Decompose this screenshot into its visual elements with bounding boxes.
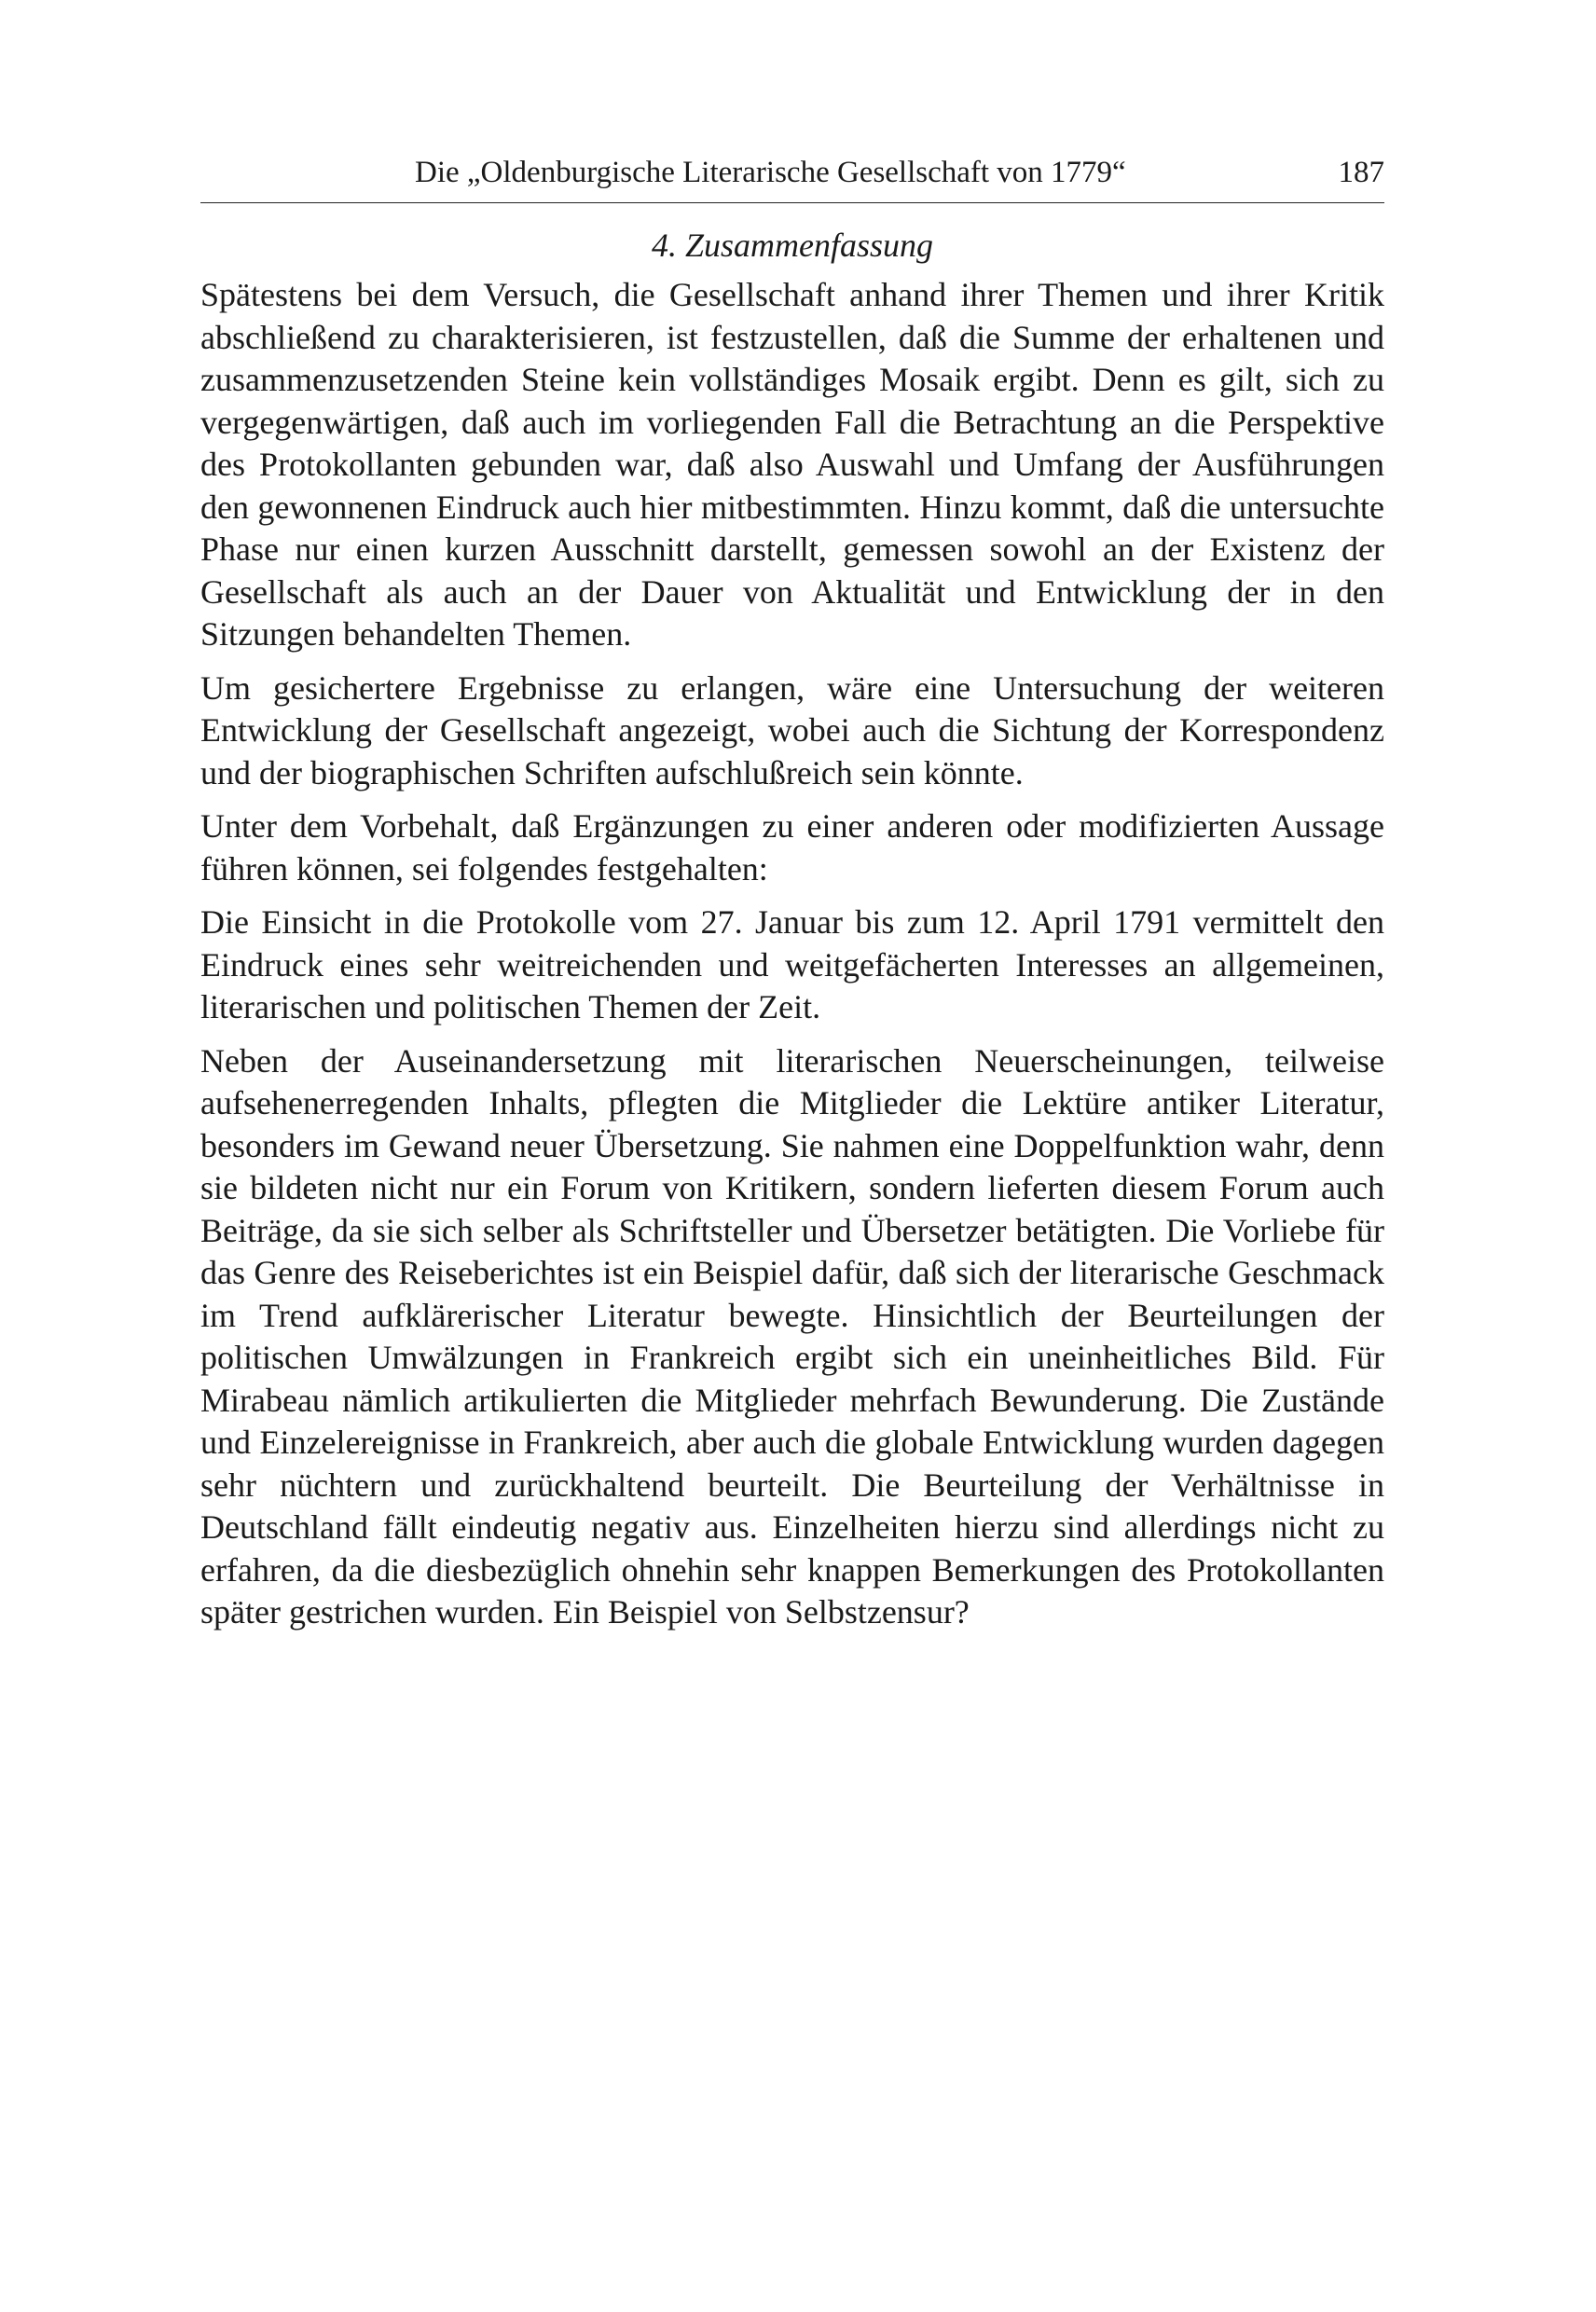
running-title: Die „Oldenburgische Literarische Gesellschaft von 1779“	[415, 156, 1126, 189]
body-paragraph: Spätestens bei dem Versuch, die Gesellschaft anhand ihrer Themen und ihrer Kritik abschließend zu charakterisieren, ist festzustellen, daß die Summe der erhaltenen und zusammenzusetzenden Steine kein vollständiges Mosaik ergibt. Denn es gilt, sich zu vergegenwärtigen, daß auch im vorliegenden Fall die Betrachtung an die Perspektive des Protokollanten gebunden war, daß also Auswahl und Umfang der Ausführungen den gewonnenen Eindruck auch hier mitbestimmten. Hinzu kommt, daß die untersuchte Phase nur einen kurzen Ausschnitt darstellt, gemessen sowohl an der Existenz der Gesellschaft als auch an der Dauer von Aktualität und Entwicklung der in den Sitzungen behandelten Themen.	[200, 276, 1384, 653]
body-paragraph: Neben der Auseinandersetzung mit literarischen Neuerscheinungen, teilweise aufsehenerregenden Inhalts, pflegten die Mitglieder die Lektüre antiker Literatur, besonders im Gewand neuer Übersetzung. Sie nahmen eine Doppelfunktion wahr, denn sie bildeten nicht nur ein Forum von Kritikern, sondern lieferten diesem Forum auch Beiträge, da sie sich selber als Schriftsteller und Übersetzer betätigten. Die Vorliebe für das Genre des Reiseberichtes ist ein Beispiel dafür, daß sich der literarische Geschmack im Trend aufklärerischer Literatur bewegte. Hinsichtlich der Beurteilungen der politischen Umwälzungen in Frankreich ergibt sich ein uneinheitliches Bild. Für Mirabeau nämlich artikulierten die Mitglieder mehrfach Bewunderung. Die Zustände und Einzelereignisse in Frankreich, aber auch die globale Entwicklung wurden dagegen sehr nüchtern und zurückhaltend beurteilt. Die Beurteilung der Verhältnisse in Deutschland fällt eindeutig negativ aus. Einzelheiten hierzu sind allerdings nicht zu erfahren, da die diesbezüglich ohnehin sehr knappen Bemerkungen des Protokollanten später gestrichen wurden. Ein Beispiel von Selbstzensur?	[200, 1041, 1384, 1631]
page-number: 187	[1338, 156, 1384, 189]
body-paragraph: Um gesichertere Ergebnisse zu erlangen, wäre eine Untersuchung der weiteren Entwicklung der Gesellschaft angezeigt, wobei auch die Sichtung der Korrespondenz und der biographischen Schriften aufschlußreich sein könnte.	[200, 668, 1384, 791]
body-paragraph: Unter dem Vorbehalt, daß Ergänzungen zu einer anderen oder modifizierten Aussage führen können, sei folgendes festgehalten:	[200, 807, 1384, 888]
section-heading: 4. Zusammenfassung	[651, 227, 934, 264]
book-page	[200, 154, 1384, 1645]
running-header	[200, 154, 1384, 203]
body-paragraph: Die Einsicht in die Protokolle vom 27. Januar bis zum 12. April 1791 vermittelt den Eindruck eines sehr weitreichenden und weitgefächerten Interesses an allgemeinen, literarischen und politischen Themen der Zeit.	[200, 903, 1384, 1025]
